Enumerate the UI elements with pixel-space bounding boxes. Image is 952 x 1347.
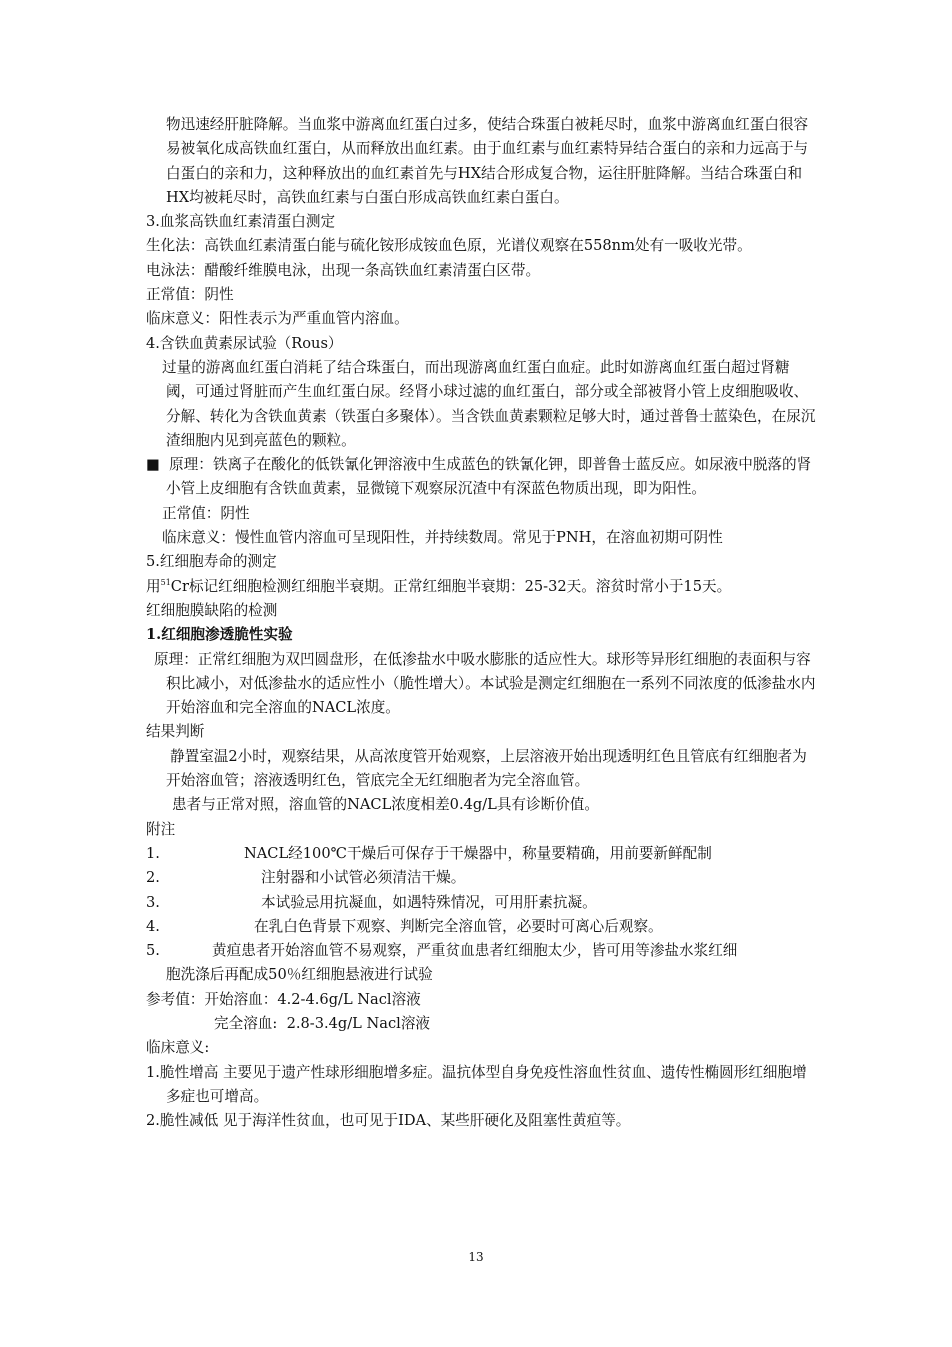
- fragility-principle: 原理：正常红细胞为双凹圆盘形，在低渗盐水中吸水膨胀的适应性大。球形等异形红细胞的表面积与容积比减小，对低渗盐水的适应性小（脆性增大）。本试验是测定红细胞在一系列不同浓度的低渗盐水内开始溶血和完全溶血的NACL浓度。: [154, 650, 816, 717]
- page-content: [146, 113, 816, 1133]
- clinical-item: 2.脆性减低 见于海洋性贫血，也可见于IDA、某些肝硬化及阻塞性黄疸等。: [146, 1112, 631, 1130]
- normal-value: 正常值：阴性: [162, 504, 250, 522]
- principle-paragraph: [146, 453, 816, 502]
- note-number: 2.: [146, 869, 160, 887]
- note-number: 3.: [146, 893, 160, 911]
- reference-value: 完全溶血: 2.8-3.4g/L Nacl溶液: [214, 1014, 431, 1032]
- note-number: 1.: [146, 844, 160, 862]
- note-item: [146, 939, 816, 988]
- clinical-title: 临床意义:: [146, 1039, 210, 1057]
- note-item: [146, 915, 816, 939]
- isotope-superscript: 51: [160, 577, 171, 587]
- note-text: 胞洗涤后再配成50％红细胞悬液进行试验: [166, 966, 433, 984]
- membrane-defect-title: 红细胞膜缺陷的检测: [146, 601, 278, 619]
- hemosiderin-intro: 过量的游离血红蛋白消耗了结合珠蛋白，而出现游离血红蛋白血症。此时如游离血红蛋白超过肾糖阈，可通过肾脏而产生血红蛋白尿。经肾小球过滤的血红蛋白，部分或全部被肾小管上皮细胞吸收、分解、转化为含铁血黄素（铁蛋白多聚体）。当含铁血黄素颗粒足够大时，通过普鲁士蓝染色，在尿沉渣细胞内见到亮蓝色的颗粒。: [162, 358, 816, 449]
- fragility-test-title: 1.红细胞渗透脆性实验: [146, 626, 293, 644]
- note-number: 4.: [146, 917, 160, 935]
- clinical-item: 1.脆性增高 主要见于遗产性球形细胞增多症。温抗体型自身免疫性溶血性贫血、遗传性椭圆形红细胞增多症也可增高。: [146, 1063, 807, 1105]
- result-paragraph: 患者与正常对照，溶血管的NACL浓度相差0.4g/L具有诊断价值。: [172, 796, 599, 814]
- square-bullet-icon: ■: [146, 456, 160, 474]
- section-3-title: 3.血浆高铁血红素清蛋白测定: [146, 213, 336, 231]
- result-title: 结果判断: [146, 723, 205, 741]
- chromium-method: [146, 575, 816, 599]
- note-text: NACL经100℃干燥后可保存于干燥器中，称量要精确，用前要新鲜配制: [244, 844, 712, 862]
- electrophoresis-method: 电泳法：醋酸纤维膜电泳，出现一条高铁血红素清蛋白区带。: [146, 261, 541, 279]
- biochemical-method: 生化法：高铁血红素清蛋白能与硫化铵形成铵血色原，光谱仪观察在558nm处有一吸收光带。: [146, 237, 752, 255]
- page-number: 13: [468, 1250, 484, 1264]
- method-text: Cr标记红细胞检测红细胞半衰期。正常红细胞半衰期：25-32天。溶贫时常小于15天。: [170, 577, 732, 595]
- notes-title: 附注: [146, 820, 176, 838]
- note-text: 注射器和小试管必须清洁干燥。: [261, 869, 466, 887]
- reference-value: 参考值：开始溶血：4.2-4.6g/L Nacl溶液: [146, 990, 421, 1008]
- section-5-title: 5.红细胞寿命的测定: [146, 553, 277, 571]
- note-item: [146, 842, 816, 866]
- note-item: [146, 866, 816, 890]
- note-text: 在乳白色背景下观察、判断完全溶血管，必要时可离心后观察。: [254, 917, 663, 935]
- note-item: [146, 891, 816, 915]
- section-4-title: 4.含铁血黄素尿试验（Rous）: [146, 334, 343, 352]
- result-paragraph: 静置室温2小时，观察结果，从高浓度管开始观察，上层溶液开始出现透明红色且管底有红细胞者为开始溶血管；溶液透明红色，管底完全无红细胞者为完全溶血管。: [166, 747, 807, 790]
- paragraph-hemoglobin-degradation: 物迅速经肝脏降解。当血浆中游离血红蛋白过多，使结合珠蛋白被耗尽时，血浆中游离血红蛋白很容易被氧化成高铁血红蛋白，从而释放出血红素。由于血红素与血红素特异结合蛋白的亲和力远高于与白蛋白的亲和力，这种释放出的血红素首先与HX结合形成复合物，运往肝脏降解。当结合珠蛋白和HX均被耗尽时，高铁血红素与白蛋白形成高铁血红素白蛋白。: [166, 116, 809, 206]
- principle-text: 原理：铁离子在酸化的低铁氰化钾溶液中生成蓝色的铁氰化钾，即普鲁士蓝反应。如尿液中脱落的肾小管上皮细胞有含铁血黄素，显微镜下观察尿沉渣中有深蓝色物质出现，即为阳性。: [166, 456, 812, 498]
- clinical-significance: 临床意义：阳性表示为严重血管内溶血。: [146, 310, 409, 328]
- note-text: 本试验忌用抗凝血，如遇特殊情况，可用肝素抗凝。: [261, 893, 597, 911]
- note-number: 5.: [146, 942, 160, 960]
- normal-value: 正常值：阴性: [146, 286, 234, 304]
- note-text: 黄疸患者开始溶血管不易观察，严重贫血患者红细胞太少，皆可用等渗盐水浆红细: [212, 942, 738, 960]
- method-prefix: 用: [146, 577, 161, 595]
- clinical-significance: 临床意义：慢性血管内溶血可呈现阳性，并持续数周。常见于PNH，在溶血初期可阴性: [162, 529, 723, 547]
